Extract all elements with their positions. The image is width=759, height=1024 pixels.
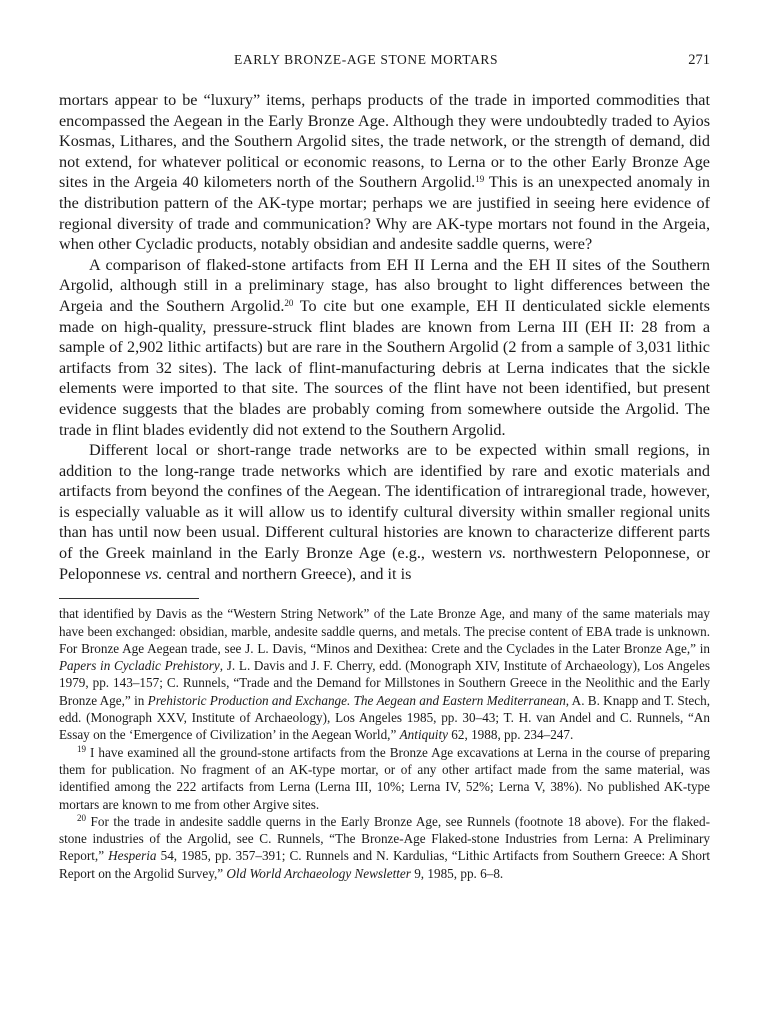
paragraph-3-vs-2: vs. <box>144 564 163 583</box>
footnote-19-text: I have examined all the ground-stone artifacts from the Bronze Age excavations at Lerna in the course of preparing them for publication. No fragment of an AK-type mortar, or of any other artifact made from the same material, was identified among the 222 artifacts from Lerna (Lerna III, 10%; Lerna IV, 52%; Lerna V, 38%). No published AK-type mortars are known to me from other Argive sites. <box>59 744 710 812</box>
footnote-continued-title-3: Antiquity <box>399 727 448 743</box>
footnote-continued-text-b: , J. L. Davis and J. F. Cherry, edd. (Monograph XIV, Institute of Archaeology), Los Angeles 1979, pp. 143–157; C. Runnels, “Trade and the Demand for Millstones in Southern Greece in the Neolithic and the Early Bronze Age,” in <box>59 658 710 708</box>
paragraph-3-text-c: central and northern Greece), and it is <box>162 564 412 583</box>
footnote-continued-text-d: 62, 1988, pp. 234–247. <box>447 727 574 743</box>
paragraph-2 <box>59 255 710 440</box>
paragraph-2-text-b: To cite but one example, EH II denticulated sickle elements made on high-quality, pressure-struck flint blades are known from Lerna III (EH II: 28 from a sample of 2,902 lithic artifacts) but are rare in the Southern Argolid (2 from a sample of 3,031 lithic artifacts from 32 sites). The lack of flint-manufacturing debris at Lerna indicates that the sickle elements were imported to that site. The sources of the flint have not been identified, but present evidence suggests that the blades are probably coming from somewhere outside the Argolid. The trade in flint blades evidently did not extend to the Southern Argolid. <box>59 296 710 439</box>
footnote-continued <box>59 605 710 743</box>
footnotes <box>59 605 710 882</box>
paragraph-1-text-b: This is an unexpected anomaly in the distribution pattern of the AK-type mortar; perhaps we are justified in seeing here evidence of regional diversity of trade and communication? Why are AK-type mortars not found in the Argeia, when other Cycladic products, notably obsidian and andesite saddle querns, were? <box>59 173 710 254</box>
footnote-ref-20: 20 <box>284 297 294 308</box>
page-number: 271 <box>688 52 710 68</box>
footnote-20-title-1: Hesperia <box>108 848 157 864</box>
paragraph-1-text-a: mortars appear to be “luxury” items, perhaps products of the trade in imported commodities that encompassed the Aegean in the Early Bronze Age. Although they were undoubtedly traded to Ayios Kosmas, Lithares, and the Southern Argolid sites, the trade network, or the strength of demand, did not extend, for whatever political or economic reasons, to Lerna or to the other Early Bronze Age sites in the Argeia 40 kilometers north of the Southern Argolid. <box>59 91 710 192</box>
footnote-20-text-a: For the trade in andesite saddle querns in the Early Bronze Age, see Runnels (footnote 18 above). For the flaked-stone industries of the Argolid, see C. Runnels, “The Bronze-Age Flaked-stone Industries from Lerna: A Preliminary Report,” <box>59 813 710 864</box>
paragraph-3-vs-1: vs. <box>488 544 507 563</box>
footnote-19-number: 19 <box>77 743 86 754</box>
footnote-continued-title-2: Prehistoric Production and Exchange. The Aegean and Eastern Mediterranean <box>147 692 566 708</box>
running-head <box>59 52 710 74</box>
paragraph-3-text-b: northwestern Peloponnese, or Peloponnese <box>59 544 710 583</box>
footnote-ref-19: 19 <box>475 174 485 185</box>
footnote-continued-text-a: that identified by Davis as the “Western String Network” of the Late Bronze Age, and many of the same materials may have been exchanged: obsidian, marble, andesite saddle querns, and metals. The precise content of EBA trade is unknown. For Bronze Age Aegean trade, see J. L. Davis, “Minos and Dexithea: Crete and the Cyclades in the Later Bronze Age,” in <box>59 606 710 656</box>
footnote-20-text-b: 54, 1985, pp. 357–391; C. Runnels and N. Kardulias, “Lithic Artifacts from Southern Greece: A Short Report on the Argolid Survey,” <box>59 848 710 881</box>
footnote-19 <box>59 744 710 813</box>
paragraph-3-text-a: Different local or short-range trade networks are to be expected within small regions, in addition to the long-range trade networks which are identified by rare and exotic materials and artifacts from beyond the confines of the Aegean. The identification of intraregional trade, however, is especially valuable as it will allow us to identify cultural diversity within smaller regional units than has until now been usual. Different cultural histories are known to characterize different parts of the Greek mainland in the Early Bronze Age (e.g., western <box>59 441 710 563</box>
footnote-continued-title-1: Papers in Cycladic Prehistory <box>59 658 220 674</box>
body-text <box>59 90 710 584</box>
footnote-20-text-c: 9, 1985, pp. 6–8. <box>410 865 504 881</box>
footnote-20 <box>59 813 710 882</box>
footnote-continued-text-c: , A. B. Knapp and T. Stech, edd. (Monograph XXV, Institute of Archaeology), Los Angeles 1985, pp. 30–43; T. H. van Andel and C. Runnels, “An Essay on the ‘Emergence of Civilization’ in the Aegean World,” <box>59 692 710 743</box>
paragraph-3 <box>59 440 710 584</box>
paragraph-1 <box>59 90 710 255</box>
footnote-divider <box>59 598 199 599</box>
footnote-20-number: 20 <box>77 812 86 823</box>
paragraph-2-text-a: A comparison of flaked-stone artifacts from EH II Lerna and the EH II sites of the Southern Argolid, although still in a preliminary stage, has also brought to light differences between the Argeia and the Southern Argolid. <box>59 255 710 315</box>
running-title: EARLY BRONZE-AGE STONE MORTARS <box>234 52 499 67</box>
footnote-20-title-2: Old World Archaeology Newsletter <box>226 865 411 881</box>
